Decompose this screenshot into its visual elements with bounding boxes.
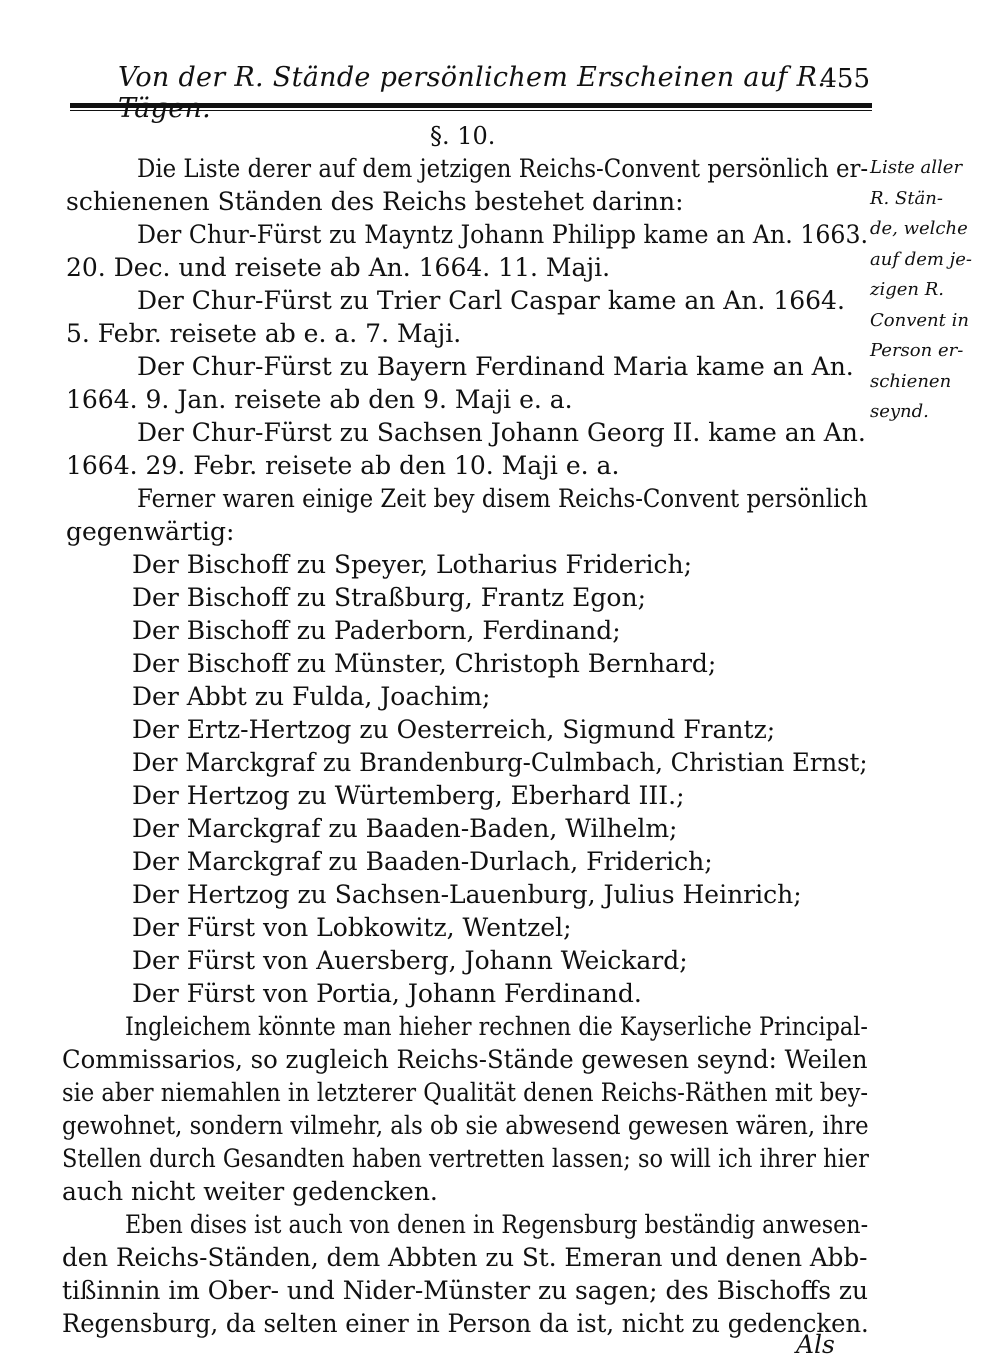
page-header	[70, 62, 870, 124]
margin-note-line: R. Stän-	[870, 187, 943, 209]
text-line: Der Chur-Fürst zu Bayern Ferdinand Maria kame an An.	[137, 352, 854, 381]
list-item: Der Marckgraf zu Baaden-Baden, Wilhelm;	[132, 814, 678, 843]
text-line: Regensburg, da selten einer in Person da ist, nicht zu gedencken.	[62, 1309, 869, 1338]
list-item: Der Ertz-Hertzog zu Oesterreich, Sigmund Frantz;	[132, 715, 776, 744]
text-line: Der Chur-Fürst zu Sachsen Johann Georg II. kame an An.	[137, 418, 866, 447]
text-line: Ingleichem könnte man hieher rechnen die Kayserliche Principal-	[125, 1012, 868, 1041]
margin-note-line: Convent in	[870, 309, 969, 331]
margin-note	[870, 153, 990, 428]
margin-note-line: Person er-	[870, 340, 964, 361]
list-item: Der Abbt zu Fulda, Joachim;	[132, 682, 491, 711]
section-heading: §. 10.	[430, 122, 496, 150]
list-item: Der Fürst von Auersberg, Johann Weickard;	[132, 946, 688, 975]
list-item: Der Marckgraf zu Brandenburg-Culmbach, Christian Ernst;	[132, 748, 868, 777]
text-line: sie aber niemahlen in letzterer Qualität denen Reichs-Räthen mit bey-	[62, 1078, 869, 1107]
text-line: Stellen durch Gesandten haben vertretten lassen; so will ich ihrer hier	[62, 1144, 869, 1173]
text-line: tißinnin im Ober- und Nider-Münster zu sagen; des Bischoffs zu	[62, 1276, 868, 1305]
text-line: gegenwärtig:	[66, 517, 235, 546]
list-item: Der Fürst von Lobkowitz, Wentzel;	[132, 913, 572, 942]
text-line: den Reichs-Ständen, dem Abbten zu St. Emeran und denen Abb-	[62, 1243, 868, 1272]
running-head: Von der R. Stände persönlichem Erscheinen auf R. Tägen.	[118, 62, 827, 124]
text-line: Die Liste derer auf dem jetzigen Reichs-Convent persönlich er-	[137, 154, 869, 183]
text-line: 20. Dec. und reisete ab An. 1664. 11. Maji.	[66, 253, 611, 282]
text-line: 1664. 29. Febr. reisete ab den 10. Maji e. a.	[66, 451, 620, 480]
text-line: auch nicht weiter gedencken.	[62, 1177, 438, 1206]
page-number: 455	[820, 64, 870, 94]
list-item: Der Hertzog zu Würtemberg, Eberhard III.;	[132, 781, 685, 810]
list-item: Der Hertzog zu Sachsen-Lauenburg, Julius Heinrich;	[132, 880, 802, 909]
list-item: Der Marckgraf zu Baaden-Durlach, Friderich;	[132, 847, 713, 876]
text-line: Der Chur-Fürst zu Mayntz Johann Philipp kame an An. 1663.	[137, 220, 869, 249]
margin-note-line: schienen	[870, 370, 952, 392]
text-line: Eben dises ist auch von denen in Regensburg beständig anwesen-	[125, 1210, 869, 1239]
list-item: Der Fürst von Portia, Johann Ferdinand.	[132, 979, 642, 1008]
list-item: Der Bischoff zu Münster, Christoph Bernhard;	[132, 649, 717, 678]
margin-note-line: Liste aller	[870, 157, 963, 178]
text-line: schienenen Ständen des Reichs bestehet darinn:	[66, 187, 684, 216]
text-line: Ferner waren einige Zeit bey disem Reichs-Convent persönlich	[137, 484, 868, 513]
margin-note-line: auf dem je-	[870, 248, 972, 270]
text-line: 1664. 9. Jan. reisete ab den 9. Maji e. a.	[66, 385, 573, 414]
list-item: Der Bischoff zu Speyer, Lotharius Friderich;	[132, 550, 693, 579]
margin-note-line: zigen R.	[870, 279, 945, 300]
list-item: Der Bischoff zu Paderborn, Ferdinand;	[132, 616, 621, 645]
text-line: gewohnet, sondern vilmehr, als ob sie abwesend gewesen wären, ihre	[62, 1111, 869, 1140]
margin-note-line: seynd.	[870, 401, 929, 422]
list-item: Der Bischoff zu Straßburg, Frantz Egon;	[132, 583, 646, 612]
catchword: Als	[796, 1330, 835, 1359]
text-line: Commissarios, so zugleich Reichs-Stände gewesen seynd: Weilen	[62, 1045, 868, 1074]
text-line: Der Chur-Fürst zu Trier Carl Caspar kame an An. 1664.	[137, 286, 845, 315]
text-line: 5. Febr. reisete ab e. a. 7. Maji.	[66, 319, 462, 348]
margin-note-line: de, welche	[870, 218, 968, 239]
header-rule	[70, 103, 872, 111]
